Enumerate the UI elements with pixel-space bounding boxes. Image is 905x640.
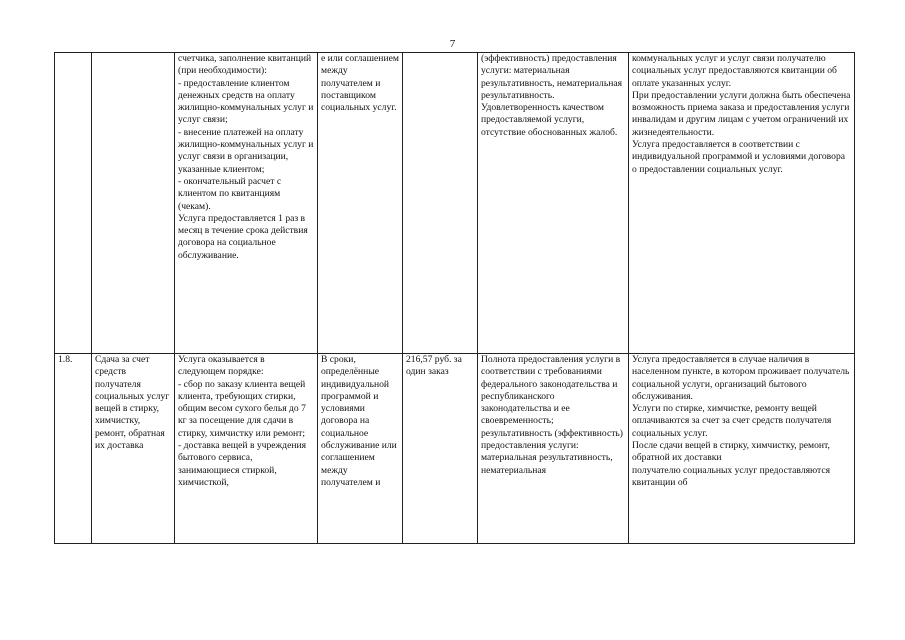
cell-service-name: Сдача за счет средств получателя социальных услуг вещей в стирку, химчистку, ремонт, обратная их доставка [92,354,175,544]
cell-indicators: Полнота предоставления услуги в соответствии с требованиями федерального законодательства и республиканского законодательства и ее своевременность; результативность (эффективность) предоставления услуги: материальная результативность, нематериальная [478,354,629,544]
cell-procedure: Услуга оказывается в следующем порядке: - сбор по заказу клиента вещей клиента, требующих стирки, общим весом сухого белья до 7 кг за посещение для сдачи в стирку, химчистку или ремонт; - доставка вещей в учреждения бытового сервиса, занимающиеся стиркой, химчисткой, [175,354,318,544]
services-table [54,52,855,544]
table-row [55,53,855,354]
table-row [55,354,855,544]
cell-price: 216,57 руб. за один заказ [403,354,478,544]
cell-number [55,53,92,354]
cell-service-name [92,53,175,354]
cell-number: 1.8. [55,354,92,544]
cell-terms: В сроки, определённые индивидуальной программой и условиями договора на социальное обслуживание или соглашением между получателем и [318,354,403,544]
cell-conditions: Услуга предоставляется в случае наличия в населенном пункте, в котором проживает получатель социальной услуги, организаций бытового обслуживания. Услуги по стирке, химчистке, ремонту вещей оплачиваются за счет за счет средств получателя социальных услуг. После сдачи вещей в стирку, химчистку, ремонт, обратной их доставки получателю социальных услуг предоставляются квитанции об [629,354,855,544]
cell-terms: е или соглашением между получателем и поставщиком социальных услуг. [318,53,403,354]
cell-procedure: счетчика, заполнение квитанций (при необходимости): - предоставление клиентом денежных средств на оплату жилищно-коммунальных услуг и услуг связи; - внесение платежей на оплату жилищно-коммунальных услуг и услуг связи в организации, указанные клиентом; - окончательный расчет с клиентом по квитанциям (чекам). Услуга предоставляется 1 раз в месяц в течение срока действия договора на социальное обслуживание. [175,53,318,354]
cell-price [403,53,478,354]
cell-conditions: коммунальных услуг и услуг связи получателю социальных услуг предоставляются квитанции об оплате указанных услуг. При предоставлении услуги должна быть обеспечена возможность приема заказа и предоставления услуги инвалидам и другим лицам с учетом ограничений их жизнедеятельности. Услуга предоставляется в соответствии с индивидуальной программой и условиями договора о предоставлении социальных услуг. [629,53,855,354]
cell-indicators: (эффективность) предоставления услуги: материальная результативность, нематериальная результативность. Удовлетворенность качеством предоставляемой услуги, отсутствие обоснованных жалоб. [478,53,629,354]
page-number: 7 [449,38,456,50]
